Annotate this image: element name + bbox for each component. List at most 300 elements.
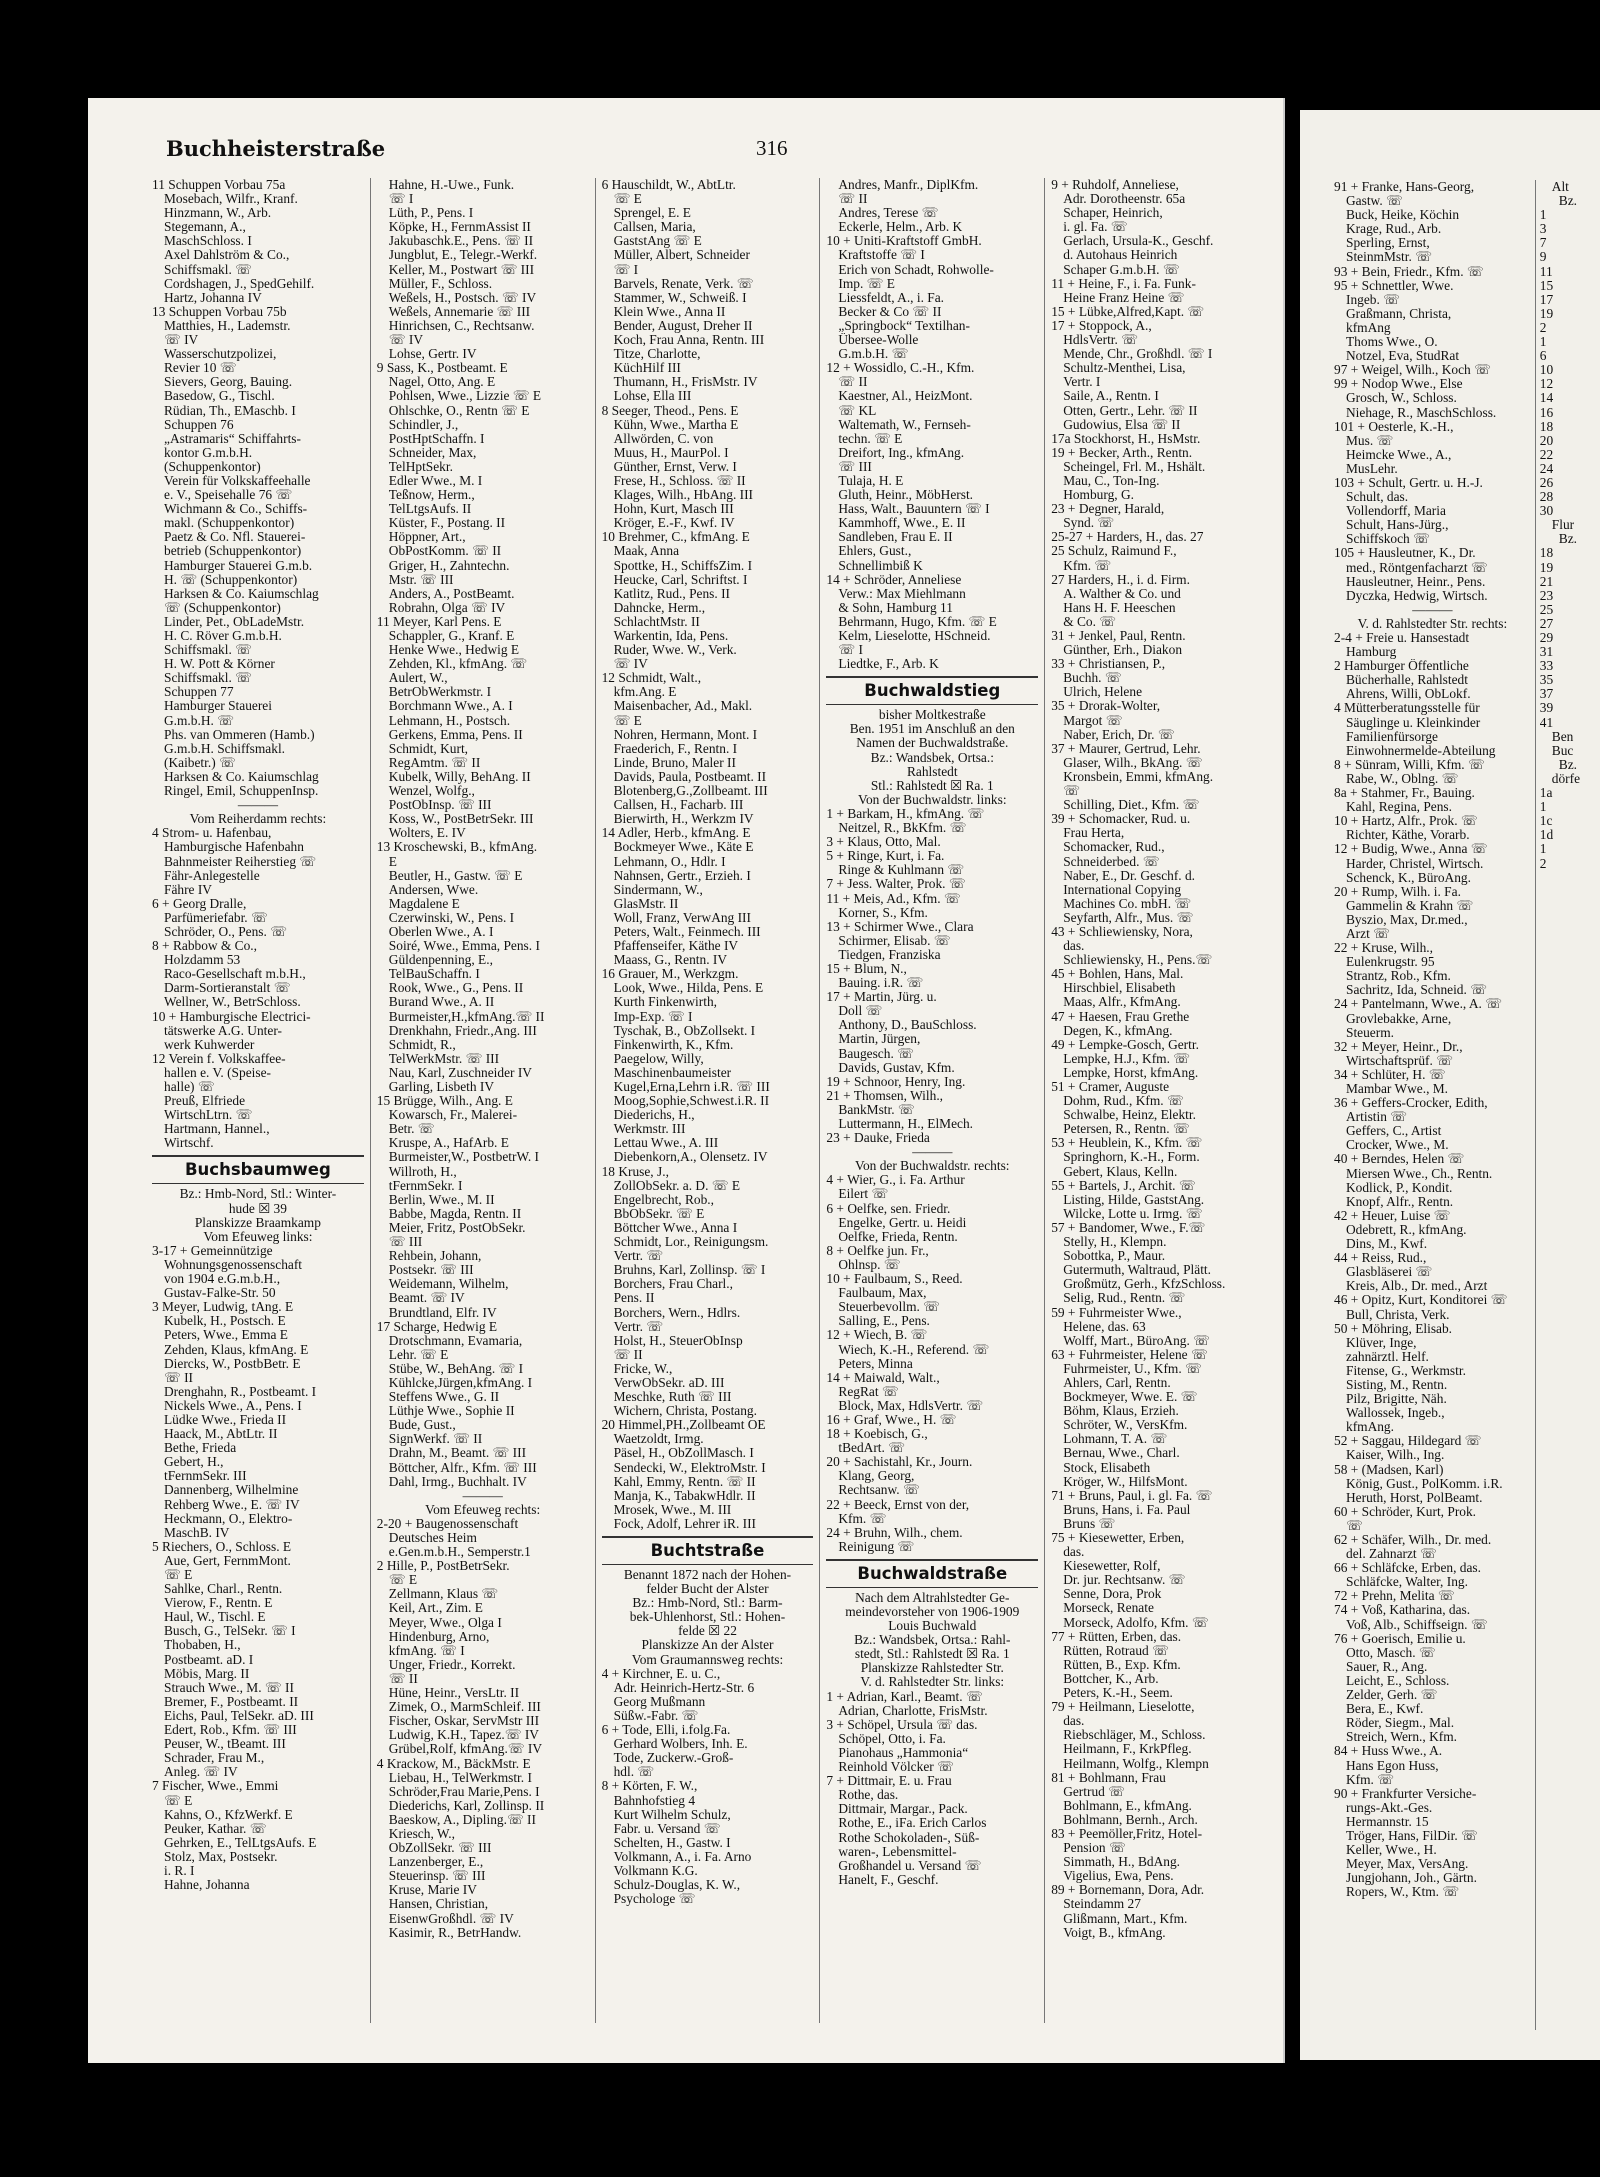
- directory-entry: Waltemath, W., Fernseh-: [838, 417, 971, 432]
- directory-entry: Lüthje Wwe., Sophie II: [388, 1404, 515, 1419]
- directory-entry: Schwalbe, Heinz, Elektr.: [1063, 1108, 1196, 1123]
- directory-entry: Preuß, Elfriede: [164, 1094, 246, 1109]
- directory-entry: WirtschLtrn. ☏: [164, 1108, 253, 1123]
- directory-entry: MusLehr.: [1346, 461, 1398, 476]
- directory-entry: Vertr. ☏: [613, 1249, 664, 1264]
- directory-entry: Woll, Franz, VerwAng III: [613, 910, 751, 925]
- directory-entry: 14 Adler, Herb., kfmAng. E: [601, 826, 751, 841]
- directory-entry: Selig, Rud., Rentn. ☏: [1063, 1291, 1186, 1306]
- directory-entry: 15 + Lübke,Alfred,Kapt. ☏: [1051, 304, 1205, 319]
- directory-entry: Bera, E., Kwf.: [1346, 1702, 1424, 1717]
- directory-entry: 34 + Schlüter, H. ☏: [1334, 1067, 1446, 1082]
- directory-entry: Holzdamm 53: [164, 953, 241, 968]
- directory-entry: Vom Efeuweg rechts:: [425, 1502, 541, 1517]
- directory-entry: Flur: [1551, 518, 1575, 533]
- directory-entry: Aue, Gert, FernmMont.: [164, 1553, 291, 1568]
- adjacent-page: [1300, 110, 1600, 2060]
- directory-entry: Schröder,Frau Marie,Pens. I: [388, 1784, 540, 1799]
- directory-entry: Gutermuth, Waltraud, Plätt.: [1063, 1263, 1211, 1278]
- directory-entry: Lohmann, T. A. ☏: [1063, 1432, 1168, 1447]
- directory-entry: HdlsVertr. ☏: [1063, 333, 1138, 348]
- directory-entry: Wilcke, Lotte u. Irmg. ☏: [1063, 1206, 1203, 1221]
- directory-entry: Stübe, W., BehAng. ☏ I: [388, 1361, 524, 1376]
- directory-entry: 52 + Saggau, Hildegard ☏: [1334, 1434, 1482, 1449]
- directory-entry: Frese, H., Schloss. ☏ II: [613, 473, 746, 488]
- directory-entry: 8 + Sünram, Willi, Kfm. ☏: [1334, 757, 1485, 772]
- directory-entry: Rahlstedt: [906, 764, 958, 779]
- directory-entry: Rehberg Wwe., E. ☏ IV: [164, 1497, 300, 1512]
- directory-entry: Salling, E., Pens.: [838, 1314, 930, 1329]
- directory-entry: Neitzel, R., BkKfm. ☏: [838, 821, 967, 836]
- directory-entry: 10 + Hamburgische Electrici-: [152, 1009, 311, 1024]
- directory-entry: Drotschmann, Evamaria,: [388, 1333, 523, 1348]
- directory-entry: Vom Graumannsweg rechts:: [631, 1652, 784, 1667]
- directory-entry: Strauch Wwe., M. ☏ II: [164, 1680, 294, 1695]
- directory-entry: ☏ E: [613, 192, 642, 207]
- directory-entry: Stegemann, A.,: [164, 220, 246, 235]
- directory-entry: Kröger, E.-F., Kwf. IV: [613, 516, 735, 531]
- directory-entry: tFernmSekr. III: [164, 1469, 247, 1484]
- directory-entry: Pension ☏: [1063, 1841, 1126, 1856]
- directory-entry: Von der Buchwaldstr. rechts:: [855, 1159, 1010, 1174]
- directory-entry: Holst, H., SteuerObInsp: [613, 1333, 743, 1348]
- directory-entry: E: [388, 854, 397, 869]
- directory-entry: Sperling, Ernst,: [1346, 236, 1430, 251]
- adjacent-column-1: [1330, 180, 1536, 2030]
- directory-entry: Kubelk, H., Postsch. E: [164, 1314, 286, 1329]
- directory-entry: Schultz-Menthei, Lisa,: [1063, 361, 1186, 376]
- directory-entry: 101 + Oesterle, K.-H.,: [1334, 419, 1454, 434]
- directory-entry: Möbis, Marg. II: [164, 1666, 250, 1681]
- directory-entry: Rothe, das.: [838, 1788, 899, 1803]
- directory-entry: Schenck, K., BüroAng.: [1346, 870, 1471, 885]
- directory-entry: Springhorn, K.-H., Form.: [1063, 1150, 1200, 1165]
- directory-entry: Hüne, Heinr., VersLtr. II: [388, 1686, 520, 1701]
- directory-entry: Bz.: Wandsbek, Ortsa.:: [870, 750, 994, 765]
- directory-entry: Streich, Wern., Kfm.: [1346, 1730, 1457, 1745]
- directory-entry: Ohlnsp. ☏: [838, 1257, 901, 1272]
- directory-entry: 20 + Sachistahl, Kr., Journ.: [826, 1455, 973, 1470]
- directory-entry: Cordshagen, J., SpedGehilf.: [164, 276, 315, 291]
- directory-entry: Hanelt, F., Geschf.: [838, 1872, 939, 1887]
- directory-entry: Dreifort, Ing., kfmAng.: [838, 445, 965, 460]
- directory-entry: ☏ I: [613, 262, 639, 277]
- directory-entry: Postbeamt. aD. I: [164, 1652, 254, 1667]
- directory-entry: Wirtschaftsprüf. ☏: [1346, 1053, 1453, 1068]
- directory-entry: 13 + Schirmer Wwe., Clara: [826, 919, 974, 934]
- directory-entry: Helene, das. 63: [1063, 1319, 1146, 1334]
- directory-entry: Eichs, Paul, TelSekr. aD. III: [164, 1708, 314, 1723]
- directory-entry: Maas, Alfr., KfmAng.: [1063, 995, 1181, 1010]
- directory-entry: Degen, K., kfmAng.: [1063, 1023, 1173, 1038]
- directory-entry: Kruse, Marie IV: [388, 1883, 477, 1898]
- directory-entry: 18: [1539, 546, 1554, 561]
- column-1: [146, 178, 371, 2023]
- directory-entry: Volkmann K.G.: [613, 1863, 698, 1878]
- directory-entry: Harder, Christel, Wirtsch.: [1346, 856, 1484, 871]
- directory-entry: Niehage, R., MaschSchloss.: [1346, 405, 1497, 420]
- directory-entry: Müller, F., Schloss.: [388, 276, 493, 291]
- directory-entry: Hamburg: [1346, 645, 1397, 660]
- directory-entry: Rothe Schokoladen-, Süß-: [838, 1830, 980, 1845]
- directory-entry: Revier 10 ☏: [164, 361, 237, 376]
- directory-entry: ———: [1412, 602, 1453, 617]
- directory-entry: 4 + Kirchner, E. u. C.,: [601, 1666, 721, 1681]
- directory-entry: Sisting, M., Rentn.: [1346, 1377, 1448, 1392]
- directory-entry: Linder, Pet., ObLadeMstr.: [164, 614, 305, 629]
- directory-entry: ☏: [1346, 1518, 1363, 1533]
- directory-entry: 14 + Maiwald, Walt.,: [826, 1370, 940, 1385]
- directory-entry: 7: [1539, 236, 1547, 251]
- directory-entry: 35 + Drorak-Wolter,: [1051, 699, 1161, 714]
- directory-entry: GlasMstr. II: [613, 896, 679, 911]
- directory-entry: Kröger, W., HilfsMont.: [1063, 1474, 1188, 1489]
- directory-entry: ☏ E: [164, 1568, 193, 1582]
- directory-entry: Kühn, Wwe., Martha E: [613, 417, 739, 432]
- directory-entry: Bruns, Hans, i. Fa. Paul: [1063, 1502, 1191, 1517]
- directory-entry: Diederichs, Karl, Zollinsp. II: [388, 1798, 545, 1813]
- directory-entry: Vierow, F., Rentn. E: [164, 1596, 273, 1611]
- directory-entry: Ehlers, Gust.,: [838, 544, 912, 559]
- directory-entry: Fraederich, F., Rentn. I: [613, 741, 738, 756]
- directory-entry: Mrosek, Wwe., M. III: [613, 1502, 732, 1517]
- directory-entry: Graßmann, Christa,: [1346, 306, 1452, 321]
- directory-entry: H. W. Pott & Körner: [164, 657, 275, 672]
- directory-entry: Pohlsen, Wwe., Lizzie ☏ E: [388, 389, 542, 404]
- directory-entry: 16 Grauer, M., Werkzgm.: [601, 967, 739, 982]
- directory-entry: 10 Brehmer, C., kfmAng. E: [601, 530, 750, 545]
- directory-entry: Schmidt, R.,: [388, 1037, 456, 1052]
- directory-entry: Meyer, Wwe., Olga I: [388, 1615, 502, 1630]
- directory-entry: 45 + Bohlen, Hans, Mal.: [1051, 967, 1184, 982]
- directory-entry: Päsel, H., ObZollMasch. I: [613, 1446, 754, 1461]
- directory-entry: Schaper, Heinrich,: [1063, 206, 1163, 221]
- directory-entry: Fähr-Anlegestelle: [164, 868, 260, 883]
- directory-entry: Schiffsmakl. ☏: [164, 643, 252, 658]
- directory-entry: Bethe, Frieda: [164, 1441, 237, 1456]
- directory-entry: Ulrich, Helene: [1063, 685, 1143, 700]
- directory-entry: 7 Fischer, Wwe., Emmi: [152, 1779, 279, 1794]
- directory-entry: Hahne, H.-Uwe., Funk.: [388, 178, 515, 192]
- directory-entry: Wenzel, Wolfg.,: [388, 784, 475, 799]
- directory-entry: 6 + Oelfke, sen. Friedr.: [826, 1201, 951, 1216]
- directory-entry: Andres, Terese ☏: [838, 206, 939, 221]
- directory-entry: 79 + Heilmann, Lieselotte,: [1051, 1700, 1195, 1715]
- directory-entry: Kasimir, R., BetrHandw.: [388, 1925, 522, 1940]
- directory-entry: Schiffsmakl. ☏: [164, 262, 252, 277]
- directory-entry: Thoms Wwe., O.: [1346, 335, 1438, 350]
- directory-entry: Heckmann, O., Elektro-: [164, 1511, 293, 1526]
- directory-entry: ☏ II: [388, 1671, 418, 1686]
- directory-entry: 18: [1539, 419, 1554, 434]
- directory-entry: 44 + Reiss, Rud.,: [1334, 1251, 1427, 1266]
- directory-entry: d. Autohaus Heinrich: [1063, 248, 1178, 263]
- directory-entry: Senne, Dora, Prok: [1063, 1587, 1162, 1602]
- directory-entry: 97 + Weigel, Wilh., Koch ☏: [1334, 363, 1491, 378]
- directory-entry: Fuhrmeister, U., Kfm. ☏: [1063, 1361, 1202, 1376]
- directory-entry: kfmAng.: [1346, 1420, 1394, 1435]
- directory-entry: ☏ III: [388, 1235, 423, 1250]
- directory-entry: Thumann, H., FrisMstr. IV: [613, 375, 758, 390]
- directory-entry: 47 + Haesen, Frau Grethe: [1051, 1009, 1190, 1024]
- directory-entry: 23 + Degner, Harald,: [1051, 502, 1165, 517]
- directory-entry: 1c: [1539, 814, 1553, 829]
- page-title: Buchheisterstraße: [166, 136, 386, 161]
- directory-entry: Fabr. u. Versand ☏: [613, 1821, 721, 1836]
- directory-entry: 11 Schuppen Vorbau 75a: [152, 178, 286, 192]
- directory-entry: ☏ IV: [388, 333, 424, 348]
- directory-entry: 1: [1539, 842, 1547, 857]
- directory-entry: 43 + Schliewiensky, Nora,: [1051, 924, 1193, 939]
- directory-entry: Paetz & Co. Nfl. Stauerei-: [164, 530, 306, 545]
- directory-entry: Gerkens, Emma, Pens. II: [388, 727, 523, 742]
- directory-entry: Buck, Heike, Köchin: [1346, 208, 1460, 223]
- directory-entry: Planskizze Braamkamp: [194, 1215, 321, 1230]
- directory-entry: Fitense, G., Werkmstr.: [1346, 1363, 1466, 1378]
- directory-entry: von 1904 e.G.m.b.H.,: [164, 1272, 281, 1287]
- directory-entry: Jungjohann, Joh., Gärtn.: [1346, 1871, 1477, 1886]
- directory-entry: Wolters, E. IV: [388, 826, 466, 841]
- directory-entry: Dyczka, Hedwig, Wirtsch.: [1346, 588, 1488, 603]
- directory-entry: felder Bucht der Alster: [646, 1582, 769, 1597]
- directory-entry: Bz.: [1558, 757, 1577, 772]
- directory-entry: Glasbläserei ☏: [1346, 1265, 1433, 1280]
- directory-entry: Babbe, Magda, Rentn. II: [388, 1206, 522, 1221]
- directory-entry: SteinmMstr. ☏: [1346, 250, 1432, 265]
- directory-entry: BankMstr. ☏: [838, 1102, 915, 1117]
- directory-entry: e. V., Speisehalle 76 ☏: [164, 488, 293, 503]
- directory-entry: Lüth, P., Pens. I: [388, 206, 474, 221]
- directory-entry: Dahl, Irmg., Buchhalt. IV: [388, 1474, 527, 1489]
- directory-entry: Allwörden, C. von: [613, 431, 714, 446]
- directory-entry: Fock, Adolf, Lehrer iR. III: [613, 1516, 757, 1531]
- directory-entry: 9 + Ruhdolf, Anneliese,: [1051, 178, 1179, 192]
- directory-entry: Koch, Frau Anna, Rentn. III: [613, 333, 765, 348]
- directory-entry: Beutler, H., Gastw. ☏ E: [388, 868, 523, 883]
- directory-entry: 6 + Georg Dralle,: [152, 896, 247, 911]
- directory-entry: Kahns, O., KfzWerkf. E: [164, 1807, 293, 1822]
- directory-entry: Axel Dahlström & Co.,: [164, 248, 290, 263]
- directory-entry: Andres, Manfr., DiplKfm.: [838, 178, 979, 192]
- directory-entry: Doll ☏: [838, 1004, 883, 1019]
- directory-entry: 8a + Stahmer, Fr., Bauing.: [1334, 786, 1475, 801]
- directory-entry: Planskizze An der Alster: [641, 1638, 774, 1653]
- directory-entry: Dins, M., Kwf.: [1346, 1237, 1428, 1252]
- directory-entry: Keller, M., Postwart ☏ III: [388, 262, 535, 277]
- directory-entry: Naber, Erich, Dr. ☏: [1063, 727, 1175, 742]
- directory-entry: Lüdke Wwe., Frieda II: [164, 1412, 287, 1427]
- directory-entry: G.m.b.H. ☏: [838, 347, 909, 362]
- directory-entry: Schuppen 76: [164, 417, 234, 432]
- directory-entry: Kraftstoffe ☏ I: [838, 248, 925, 263]
- directory-entry: 1: [1539, 800, 1547, 815]
- directory-entry: Bz.: [1558, 194, 1577, 209]
- directory-entry: Mus. ☏: [1346, 433, 1394, 448]
- directory-entry: Jungblut, E., Telegr.-Werkf.: [388, 248, 538, 263]
- directory-entry: Klüver, Inge,: [1346, 1335, 1417, 1350]
- directory-entry: 20 + Rump, Wilh. i. Fa.: [1334, 884, 1461, 899]
- directory-entry: Anthony, D., BauSchloss.: [838, 1018, 977, 1033]
- directory-entry: 76 + Goerisch, Emilie u.: [1334, 1631, 1466, 1646]
- directory-entry: Manja, K., TabakwHdlr. II: [613, 1488, 756, 1503]
- directory-entry: Rabe, W., Oblng. ☏: [1346, 771, 1459, 786]
- directory-entry: Drenkhahn, Friedr.,Ang. III: [388, 1023, 537, 1038]
- directory-entry: H. C. Röver G.m.b.H.: [164, 629, 282, 643]
- directory-entry: Homburg, G.: [1063, 488, 1134, 503]
- directory-entry: Ahrens, Willi, ObLokf.: [1346, 687, 1471, 702]
- directory-entry: kfmAng: [1346, 320, 1391, 335]
- directory-entry: 18 + Koebisch, G.,: [826, 1427, 928, 1442]
- directory-entry: Lempke, Horst, kfmAng.: [1063, 1065, 1199, 1080]
- directory-entry: 14: [1539, 391, 1554, 406]
- directory-entry: Mstr. ☏ III: [388, 572, 454, 587]
- directory-entry: 71 + Bruns, Paul, i. gl. Fa. ☏: [1051, 1488, 1213, 1503]
- directory-entry: bisher Moltkestraße: [878, 708, 986, 723]
- directory-entry: 32 + Meyer, Heinr., Dr.,: [1334, 1039, 1463, 1054]
- directory-entry: Erich von Schadt, Rohwolle-: [838, 262, 994, 277]
- directory-entry: 35: [1539, 673, 1554, 688]
- directory-entry: 19: [1539, 306, 1554, 321]
- directory-entry: Gastw. ☏: [1346, 194, 1403, 209]
- directory-entry: 57 + Bandomer, Wwe., F.☏: [1051, 1220, 1206, 1235]
- directory-entry: Sievers, Georg, Bauing.: [164, 375, 293, 390]
- directory-entry: Koss, W., PostBetrSekr. III: [388, 812, 534, 827]
- directory-entry: Bz.: Hmb-Nord, Stl.: Barm-: [632, 1596, 783, 1611]
- directory-entry: Mende, Chr., Großhdl. ☏ I: [1063, 347, 1213, 362]
- directory-entry: 39: [1539, 701, 1554, 716]
- directory-entry: Zimek, O., MarmSchleif. III: [388, 1700, 541, 1715]
- directory-entry: 11 + Meis, Ad., Kfm. ☏: [826, 891, 961, 906]
- directory-entry: 50 + Möhring, Elisab.: [1334, 1321, 1453, 1336]
- directory-entry: Reinhold Völcker ☏: [838, 1760, 954, 1775]
- directory-entry: MaschSchloss. I: [164, 234, 252, 249]
- directory-entry: Arzt ☏: [1346, 926, 1390, 941]
- directory-entry: Schöpel, Otto, i. Fa.: [838, 1731, 946, 1746]
- directory-entry: Steuerinsp. ☏ III: [388, 1869, 486, 1884]
- directory-entry: Spottke, H., SchiffsZim. I: [613, 558, 753, 573]
- directory-entry: i. gl. Fa. ☏: [1063, 220, 1128, 235]
- directory-entry: Nagel, Otto, Ang. E: [388, 375, 496, 390]
- directory-entry: waren-, Lebensmittel-: [838, 1844, 957, 1859]
- directory-entry: kontor G.m.b.H.: [164, 445, 253, 460]
- directory-entry: 6 + Tode, Elli, i.folg.Fa.: [601, 1723, 731, 1738]
- directory-entry: Seyfarth, Alfr., Mus. ☏: [1063, 910, 1194, 925]
- directory-entry: meindevorsteher von 1906-1909: [845, 1605, 1020, 1619]
- directory-entry: Dr. jur. Rechtsanw. ☏: [1063, 1573, 1186, 1588]
- directory-entry: 66 + Schläfcke, Erben, das.: [1334, 1561, 1481, 1576]
- directory-entry: Kreis, Alb., Dr. med., Arzt: [1346, 1279, 1488, 1294]
- directory-entry: Lempke, H.J., Kfm. ☏: [1063, 1051, 1191, 1066]
- directory-entry: 95 + Schnettler, Wwe.: [1334, 278, 1454, 293]
- directory-entry: Bender, August, Dreher II: [613, 318, 753, 333]
- directory-entry: Mau, C., Ton-Ing.: [1063, 473, 1160, 488]
- directory-entry: Weßels, H., Postsch. ☏ IV: [388, 290, 537, 305]
- directory-entry: Verw.: Max Miehlmann: [838, 586, 966, 601]
- directory-entry: 14 + Schröder, Anneliese: [826, 572, 962, 587]
- directory-entry: Basedow, G., Tischl.: [164, 389, 275, 404]
- directory-entry: 8 + Körten, F. W.,: [601, 1779, 698, 1794]
- directory-entry: Betr. ☏: [388, 1122, 435, 1137]
- directory-entry: 15: [1539, 278, 1554, 293]
- directory-entry: 17 + Stoppock, A.,: [1051, 318, 1152, 333]
- directory-entry: 93 + Bein, Friedr., Kfm. ☏: [1334, 264, 1484, 279]
- directory-entry: 18 Kruse, J.,: [601, 1164, 669, 1179]
- directory-entry: Harksen & Co. Kaiumschlag: [164, 769, 319, 784]
- directory-entry: Namen der Buchwaldstraße.: [856, 736, 1009, 751]
- directory-entry: 2: [1539, 320, 1547, 335]
- directory-entry: Schomacker, Rud.,: [1063, 840, 1165, 855]
- directory-entry: Andersen, Wwe.: [388, 882, 479, 897]
- directory-entry: Mambar Wwe., M.: [1346, 1082, 1449, 1096]
- directory-entry: Gammelin & Krahn ☏: [1346, 898, 1474, 913]
- directory-entry: Lehr. ☏ E: [388, 1347, 449, 1362]
- directory-entry: 37: [1539, 687, 1554, 702]
- directory-entry: Voß, Alb., Schiffseign. ☏: [1346, 1617, 1488, 1632]
- directory-entry: Teßnow, Herm.,: [388, 488, 475, 503]
- directory-entry: ☏ E: [613, 713, 642, 728]
- directory-entry: Engelbrecht, Rob.,: [613, 1192, 714, 1207]
- directory-entry: Psychologe ☏: [613, 1892, 696, 1907]
- directory-entry: Buc: [1551, 743, 1574, 758]
- column-4: [820, 178, 1045, 2023]
- directory-entry: 74 + Voß, Katharina, das.: [1334, 1603, 1471, 1618]
- directory-entry: Tode, Zuckerw.-Groß-: [613, 1751, 734, 1766]
- directory-entry: 1a: [1539, 786, 1553, 801]
- directory-entry: Bauing. i.R. ☏: [838, 976, 924, 991]
- directory-entry: 3 + Klaus, Otto, Mal.: [826, 835, 941, 850]
- directory-entry: 60 + Schröder, Kurt, Prok.: [1334, 1504, 1477, 1519]
- directory-entry: Heine Franz Heine ☏: [1063, 290, 1185, 305]
- directory-entry: Heilmann, Wolfg., Klempn: [1063, 1756, 1209, 1771]
- directory-entry: Heruth, Horst, PolBeamt.: [1346, 1490, 1483, 1505]
- directory-entry: Gerhard Wolbers, Inh. E.: [613, 1737, 748, 1752]
- directory-entry: 77 + Rütten, Erben, das.: [1051, 1629, 1182, 1644]
- directory-entry: Rothe, E., iFa. Erich Carlos: [838, 1816, 987, 1831]
- directory-entry: Wichern, Christa, Postang.: [613, 1404, 757, 1419]
- directory-entry: Eilert ☏: [838, 1187, 889, 1202]
- directory-entry: Günther, Erh., Diakon: [1063, 643, 1183, 658]
- directory-entry: Säuglinge u. Kleinkinder: [1346, 715, 1481, 730]
- directory-entry: VerwObSekr. aD. III: [613, 1375, 725, 1390]
- directory-entry: Darm-Sortieranstalt ☏: [164, 981, 291, 996]
- directory-entry: ☏ IV: [164, 333, 199, 348]
- directory-entry: 63 + Fuhrmeister, Helene ☏: [1051, 1347, 1208, 1362]
- directory-entry: Scheingel, Frl. M., Hshält.: [1063, 459, 1206, 474]
- directory-entry: Bruhns, Karl, Zollinsp. ☏ I: [613, 1263, 766, 1278]
- directory-entry: Maschinenbaumeister: [613, 1065, 732, 1080]
- directory-entry: 9: [1539, 250, 1547, 265]
- directory-entry: ☏ E: [388, 1573, 418, 1588]
- directory-entry: Notzel, Eva, StudRat: [1346, 349, 1460, 364]
- directory-entry: Werkmstr. III: [613, 1122, 686, 1137]
- directory-entry: 3 Meyer, Ludwig, tAng. E: [152, 1300, 294, 1315]
- directory-entry: Kurth Finkenwirth,: [613, 995, 717, 1010]
- directory-entry: „Astramaris“ Schiffahrts-: [164, 431, 301, 446]
- directory-entry: Burmeister,H.,kfmAng.☏ II: [388, 1009, 545, 1024]
- directory-entry: Adr. Dorotheenstr. 65a: [1063, 192, 1186, 207]
- directory-entry: 3: [1539, 222, 1547, 237]
- directory-entry: Simmath, H., BdAng.: [1063, 1855, 1180, 1870]
- directory-entry: Bierwirth, H., Werkzm IV: [613, 812, 754, 827]
- directory-entry: Lohse, Gertr. IV: [388, 347, 477, 362]
- directory-entry: kfm.Ang. E: [613, 685, 677, 700]
- directory-entry: Sauer, R., Ang.: [1346, 1659, 1428, 1674]
- directory-entry: 13 Schuppen Vorbau 75b: [152, 304, 287, 319]
- directory-entry: Alt: [1551, 180, 1569, 194]
- directory-entry: Rütten, Rotraud ☏: [1063, 1643, 1169, 1658]
- directory-entry: Dittmair, Margar., Pack.: [838, 1802, 968, 1817]
- directory-entry: Planskizze Rahlstedter Str.: [860, 1661, 1004, 1676]
